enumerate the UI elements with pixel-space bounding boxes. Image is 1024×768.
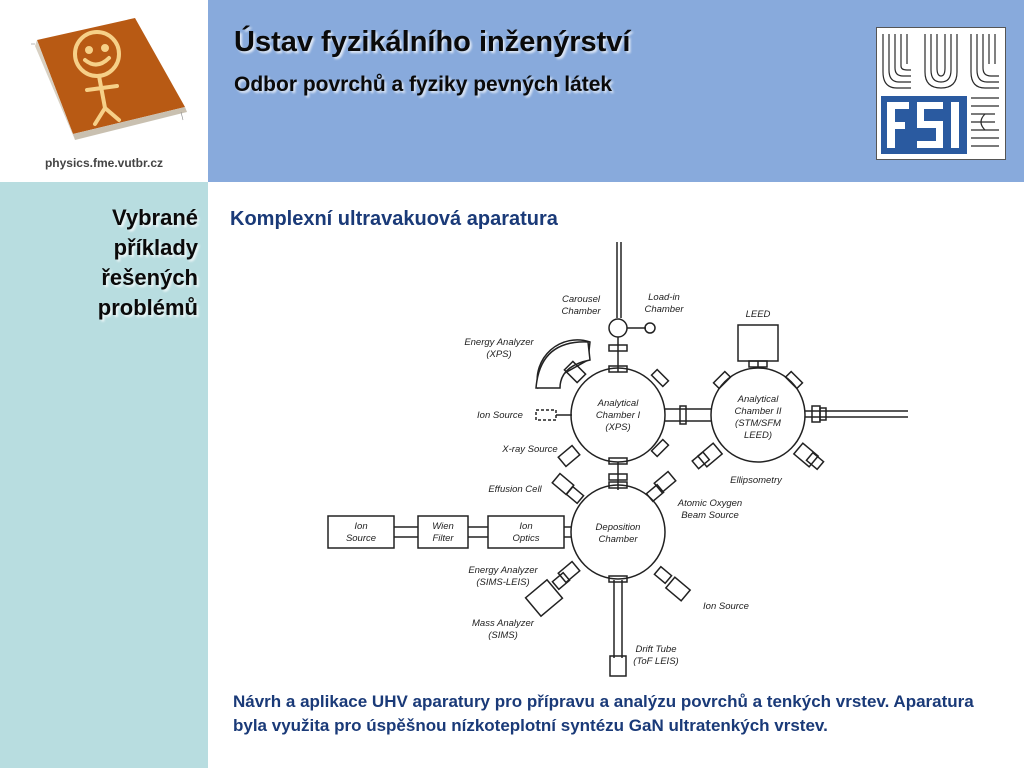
uhv-apparatus-diagram <box>326 238 916 680</box>
label-mass-2: (SIMS) <box>488 630 518 641</box>
label-ion-source-right: Ion Source <box>703 601 749 612</box>
afm-smiley-image <box>25 12 195 152</box>
label-analytical-2d: LEED) <box>744 430 772 441</box>
label-ellipsometry: Ellipsometry <box>730 475 782 486</box>
section-title: Komplexní ultravakuová aparatura <box>230 208 558 230</box>
label-carousel: Carousel <box>561 294 601 305</box>
label-energy-sims: Energy Analyzer <box>468 565 538 576</box>
label-xray: X-ray Source <box>502 444 558 455</box>
label-analytical-2b: Chamber II <box>734 406 782 417</box>
label-ion-optics-2: Optics <box>512 533 540 544</box>
label-analytical-2: Analytical <box>737 394 779 405</box>
site-url[interactable]: physics.fme.vutbr.cz <box>44 156 164 170</box>
label-ion-box: Ion <box>354 521 368 532</box>
caption-text: Návrh a aplikace UHV aparatury pro přípravu a analýzu povrchů a tenkých vrstev. Aparatura byla využita pro úspěšnou nízkoteplotní syntézu GaN ultratenkých vrstev. <box>233 692 974 735</box>
label-energy-sims-2: (SIMS-LEIS) <box>476 577 530 588</box>
label-wien-2: Filter <box>432 533 454 544</box>
label-analytical-1b: Chamber I <box>595 410 641 421</box>
label-loadin: Load-in <box>648 292 680 303</box>
sidebar-title: Vybrané příklady řešených problémů <box>97 205 198 320</box>
fsi-logo <box>876 27 1006 160</box>
label-leed: LEED <box>745 309 771 320</box>
label-analytical-1: Analytical <box>597 398 639 409</box>
label-deposition: Deposition <box>595 522 641 533</box>
label-effusion: Effusion Cell <box>488 484 542 495</box>
label-ion-box-2: Source <box>345 533 377 544</box>
label-atomic-oxygen-2: Beam Source <box>681 510 739 521</box>
label-mass: Mass Analyzer <box>472 618 534 629</box>
label-carousel-2: Chamber <box>561 306 601 317</box>
page-title: Ústav fyzikálního inženýrství <box>234 26 631 58</box>
page-subtitle: Odbor povrchů a fyziky pevných látek <box>234 73 613 96</box>
label-loadin-2: Chamber <box>644 304 684 315</box>
label-energy-xps: Energy Analyzer <box>464 337 534 348</box>
label-energy-xps-2: (XPS) <box>486 349 512 360</box>
label-analytical-2c: (STM/SFM <box>735 418 781 429</box>
label-ion-source-left: Ion Source <box>477 410 523 421</box>
label-atomic-oxygen: Atomic Oxygen <box>677 498 743 509</box>
label-wien: Wien <box>432 521 454 532</box>
label-drift: Drift Tube <box>635 644 677 655</box>
label-ion-optics: Ion <box>519 521 533 532</box>
label-analytical-1c: (XPS) <box>605 422 631 433</box>
label-deposition-2: Chamber <box>598 534 638 545</box>
label-drift-2: (ToF LEIS) <box>633 656 679 667</box>
logo-area <box>0 0 208 182</box>
